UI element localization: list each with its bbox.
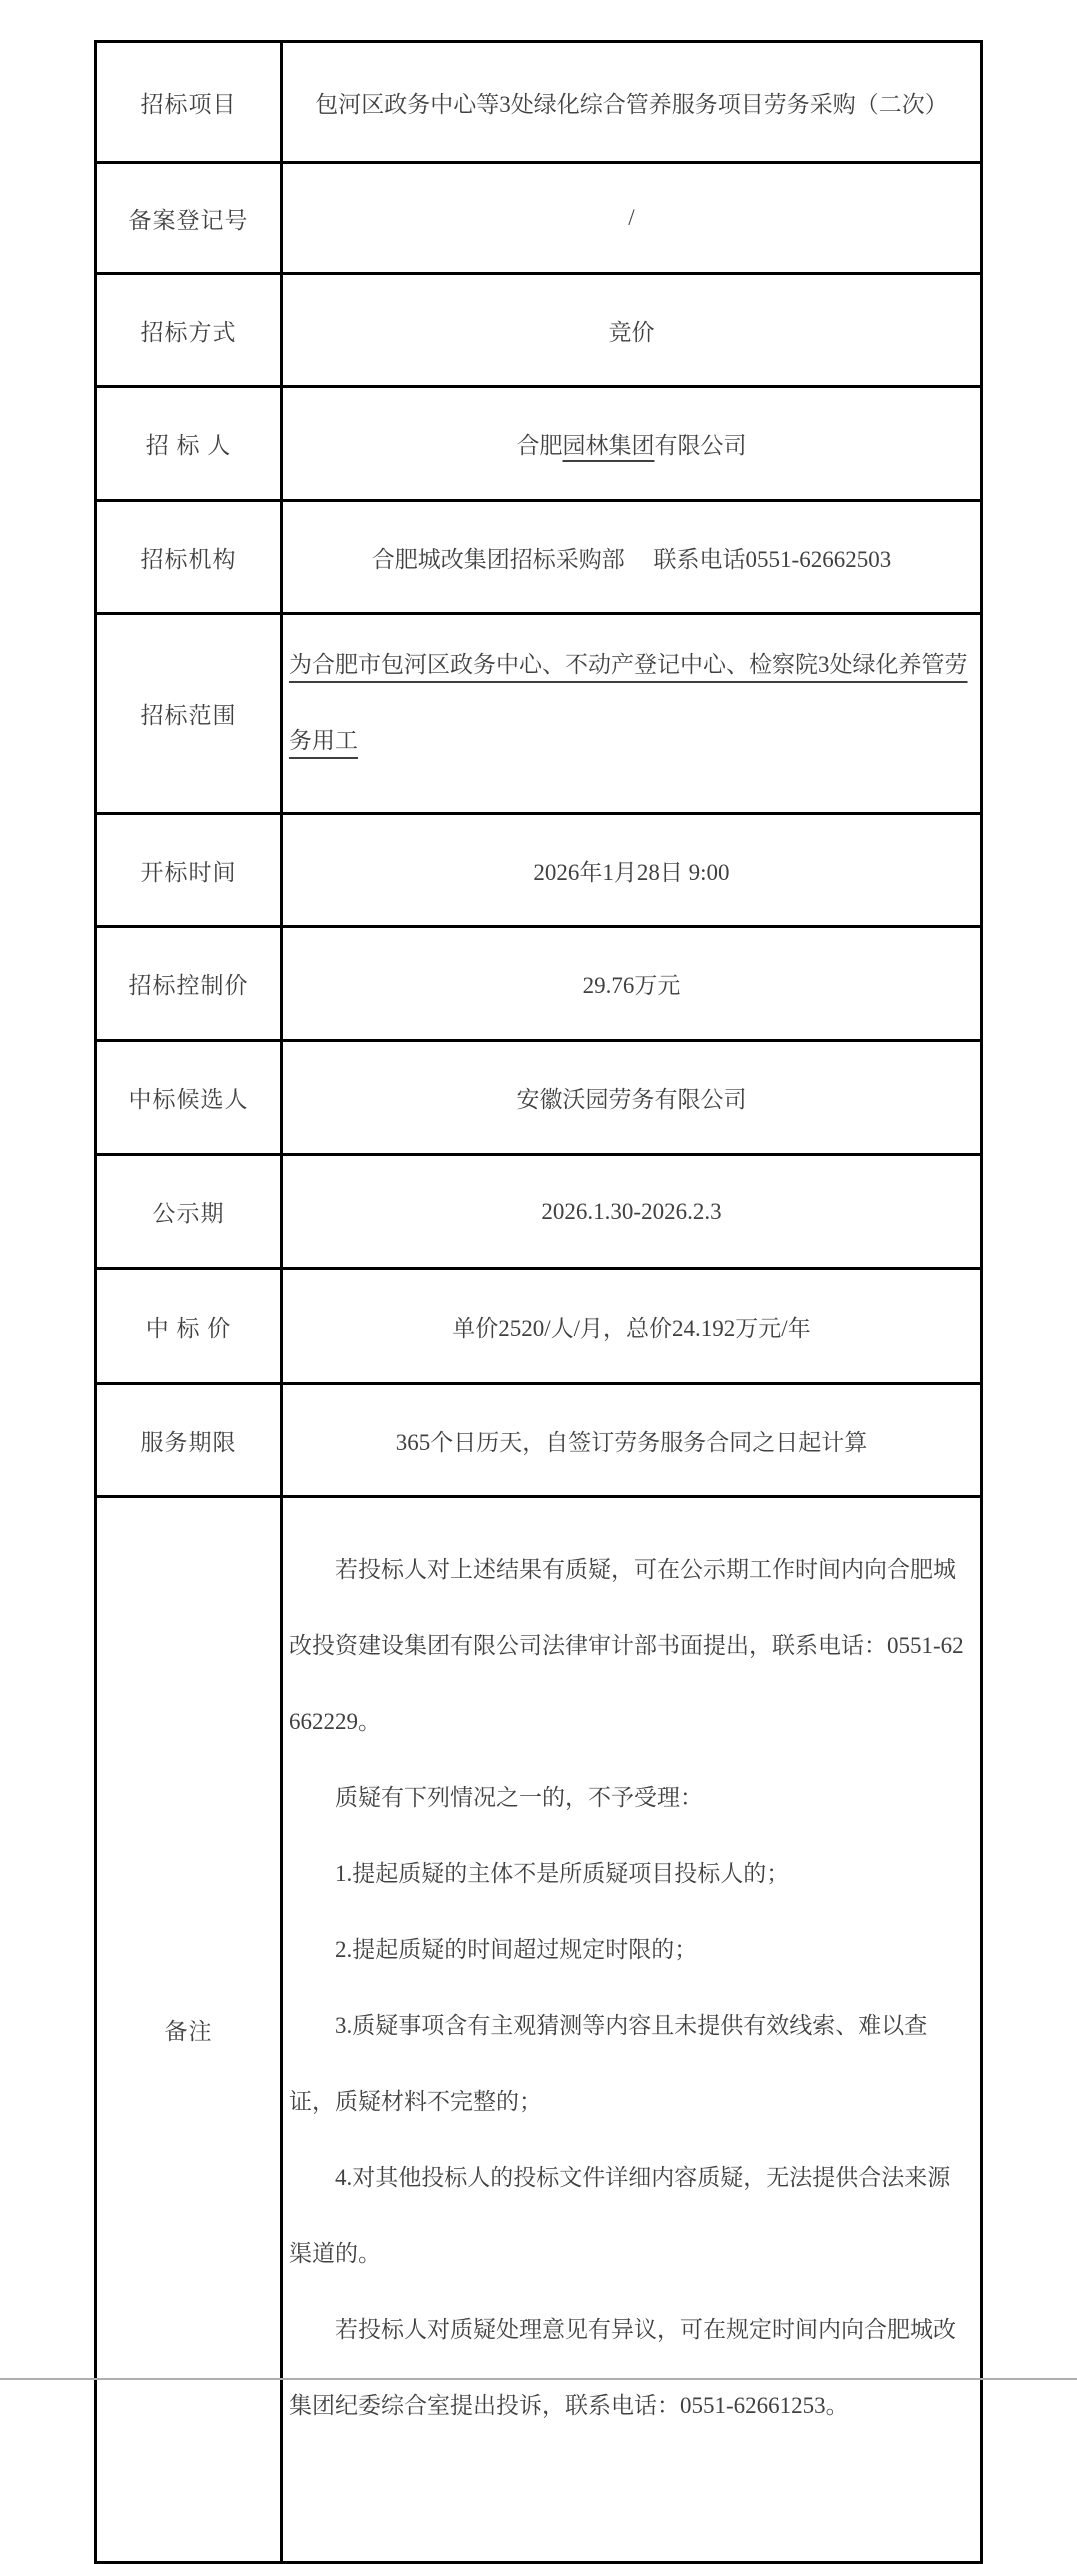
remark-paragraph: 若投标人对质疑处理意见有异议，可在规定时间内向合肥城改集团纪委综合室提出投诉，联系电话：0551-62661253。 <box>289 2317 956 2418</box>
table-row <box>96 927 982 1041</box>
row-label-winning-price: 中 标 价 <box>96 1269 282 1384</box>
row-value-record-number: / <box>282 163 982 274</box>
remark-paragraph: 1.提起质疑的主体不是所质疑项目投标人的； <box>335 1861 790 1886</box>
row-label-publicity-period: 公示期 <box>96 1155 282 1269</box>
tenderer-underlined: 园林集团 <box>562 433 655 458</box>
row-label-service-term: 服务期限 <box>96 1384 282 1497</box>
remark-paragraph: 若投标人对上述结果有质疑，可在公示期工作时间内向合肥城改投资建设集团有限公司法律审计部书面提出，联系电话：0551-62662229。 <box>289 1557 964 1734</box>
remark-paragraph: 2.提起质疑的时间超过规定时限的； <box>335 1937 698 1962</box>
row-value-service-term: 365个日历天，自签订劳务服务合同之日起计算 <box>282 1384 982 1497</box>
remark-paragraph: 3.质疑事项含有主观猜测等内容且未提供有效线索、难以查证，质疑材料不完整的； <box>289 2013 928 2114</box>
table-row <box>96 1155 982 1269</box>
tenderer-prefix: 合肥 <box>516 433 563 458</box>
table-row <box>96 1041 982 1155</box>
row-label-remarks: 备注 <box>96 1497 282 2563</box>
table-row <box>96 501 982 614</box>
tenderer-suffix: 有限公司 <box>654 433 747 458</box>
table-row <box>96 614 982 814</box>
remark-paragraph: 4.对其他投标人的投标文件详细内容质疑，无法提供合法来源渠道的。 <box>289 2165 951 2266</box>
row-label-control-price: 招标控制价 <box>96 927 282 1041</box>
row-label-opening-time: 开标时间 <box>96 814 282 927</box>
table-row <box>96 1269 982 1384</box>
table-row <box>96 163 982 274</box>
table-row <box>96 814 982 927</box>
row-value-remarks <box>282 1497 982 2563</box>
table-row <box>96 1384 982 1497</box>
row-value-opening-time: 2026年1月28日 9:00 <box>282 814 982 927</box>
row-label-winning-candidate: 中标候选人 <box>96 1041 282 1155</box>
row-value-bid-project: 包河区政务中心等3处绿化综合管养服务项目劳务采购（二次） <box>282 42 982 163</box>
table-row <box>96 387 982 501</box>
row-value-control-price: 29.76万元 <box>282 927 982 1041</box>
table-row <box>96 274 982 387</box>
bid-scope-text: 为合肥市包河区政务中心、不动产登记中心、检察院3处绿化养管劳务用工 <box>289 652 968 753</box>
table-row <box>96 42 982 163</box>
row-value-bid-method: 竞价 <box>282 274 982 387</box>
row-value-bid-agency: 合肥城改集团招标采购部 联系电话0551-62662503 <box>282 501 982 614</box>
row-label-tenderer: 招 标 人 <box>96 387 282 501</box>
row-value-winning-price: 单价2520/人/月，总价24.192万元/年 <box>282 1269 982 1384</box>
row-value-bid-scope <box>282 614 982 814</box>
row-label-bid-method: 招标方式 <box>96 274 282 387</box>
row-label-bid-scope: 招标范围 <box>96 614 282 814</box>
row-label-bid-project: 招标项目 <box>96 42 282 163</box>
page-bottom-divider <box>0 2378 1077 2380</box>
remark-paragraph: 质疑有下列情况之一的，不予受理： <box>335 1785 703 1810</box>
row-value-tenderer <box>282 387 982 501</box>
row-value-publicity-period: 2026.1.30-2026.2.3 <box>282 1155 982 1269</box>
table-row <box>96 1497 982 2563</box>
row-label-bid-agency: 招标机构 <box>96 501 282 614</box>
row-label-record-number: 备案登记号 <box>96 163 282 274</box>
row-value-winning-candidate: 安徽沃园劳务有限公司 <box>282 1041 982 1155</box>
tender-result-table <box>94 40 983 2564</box>
